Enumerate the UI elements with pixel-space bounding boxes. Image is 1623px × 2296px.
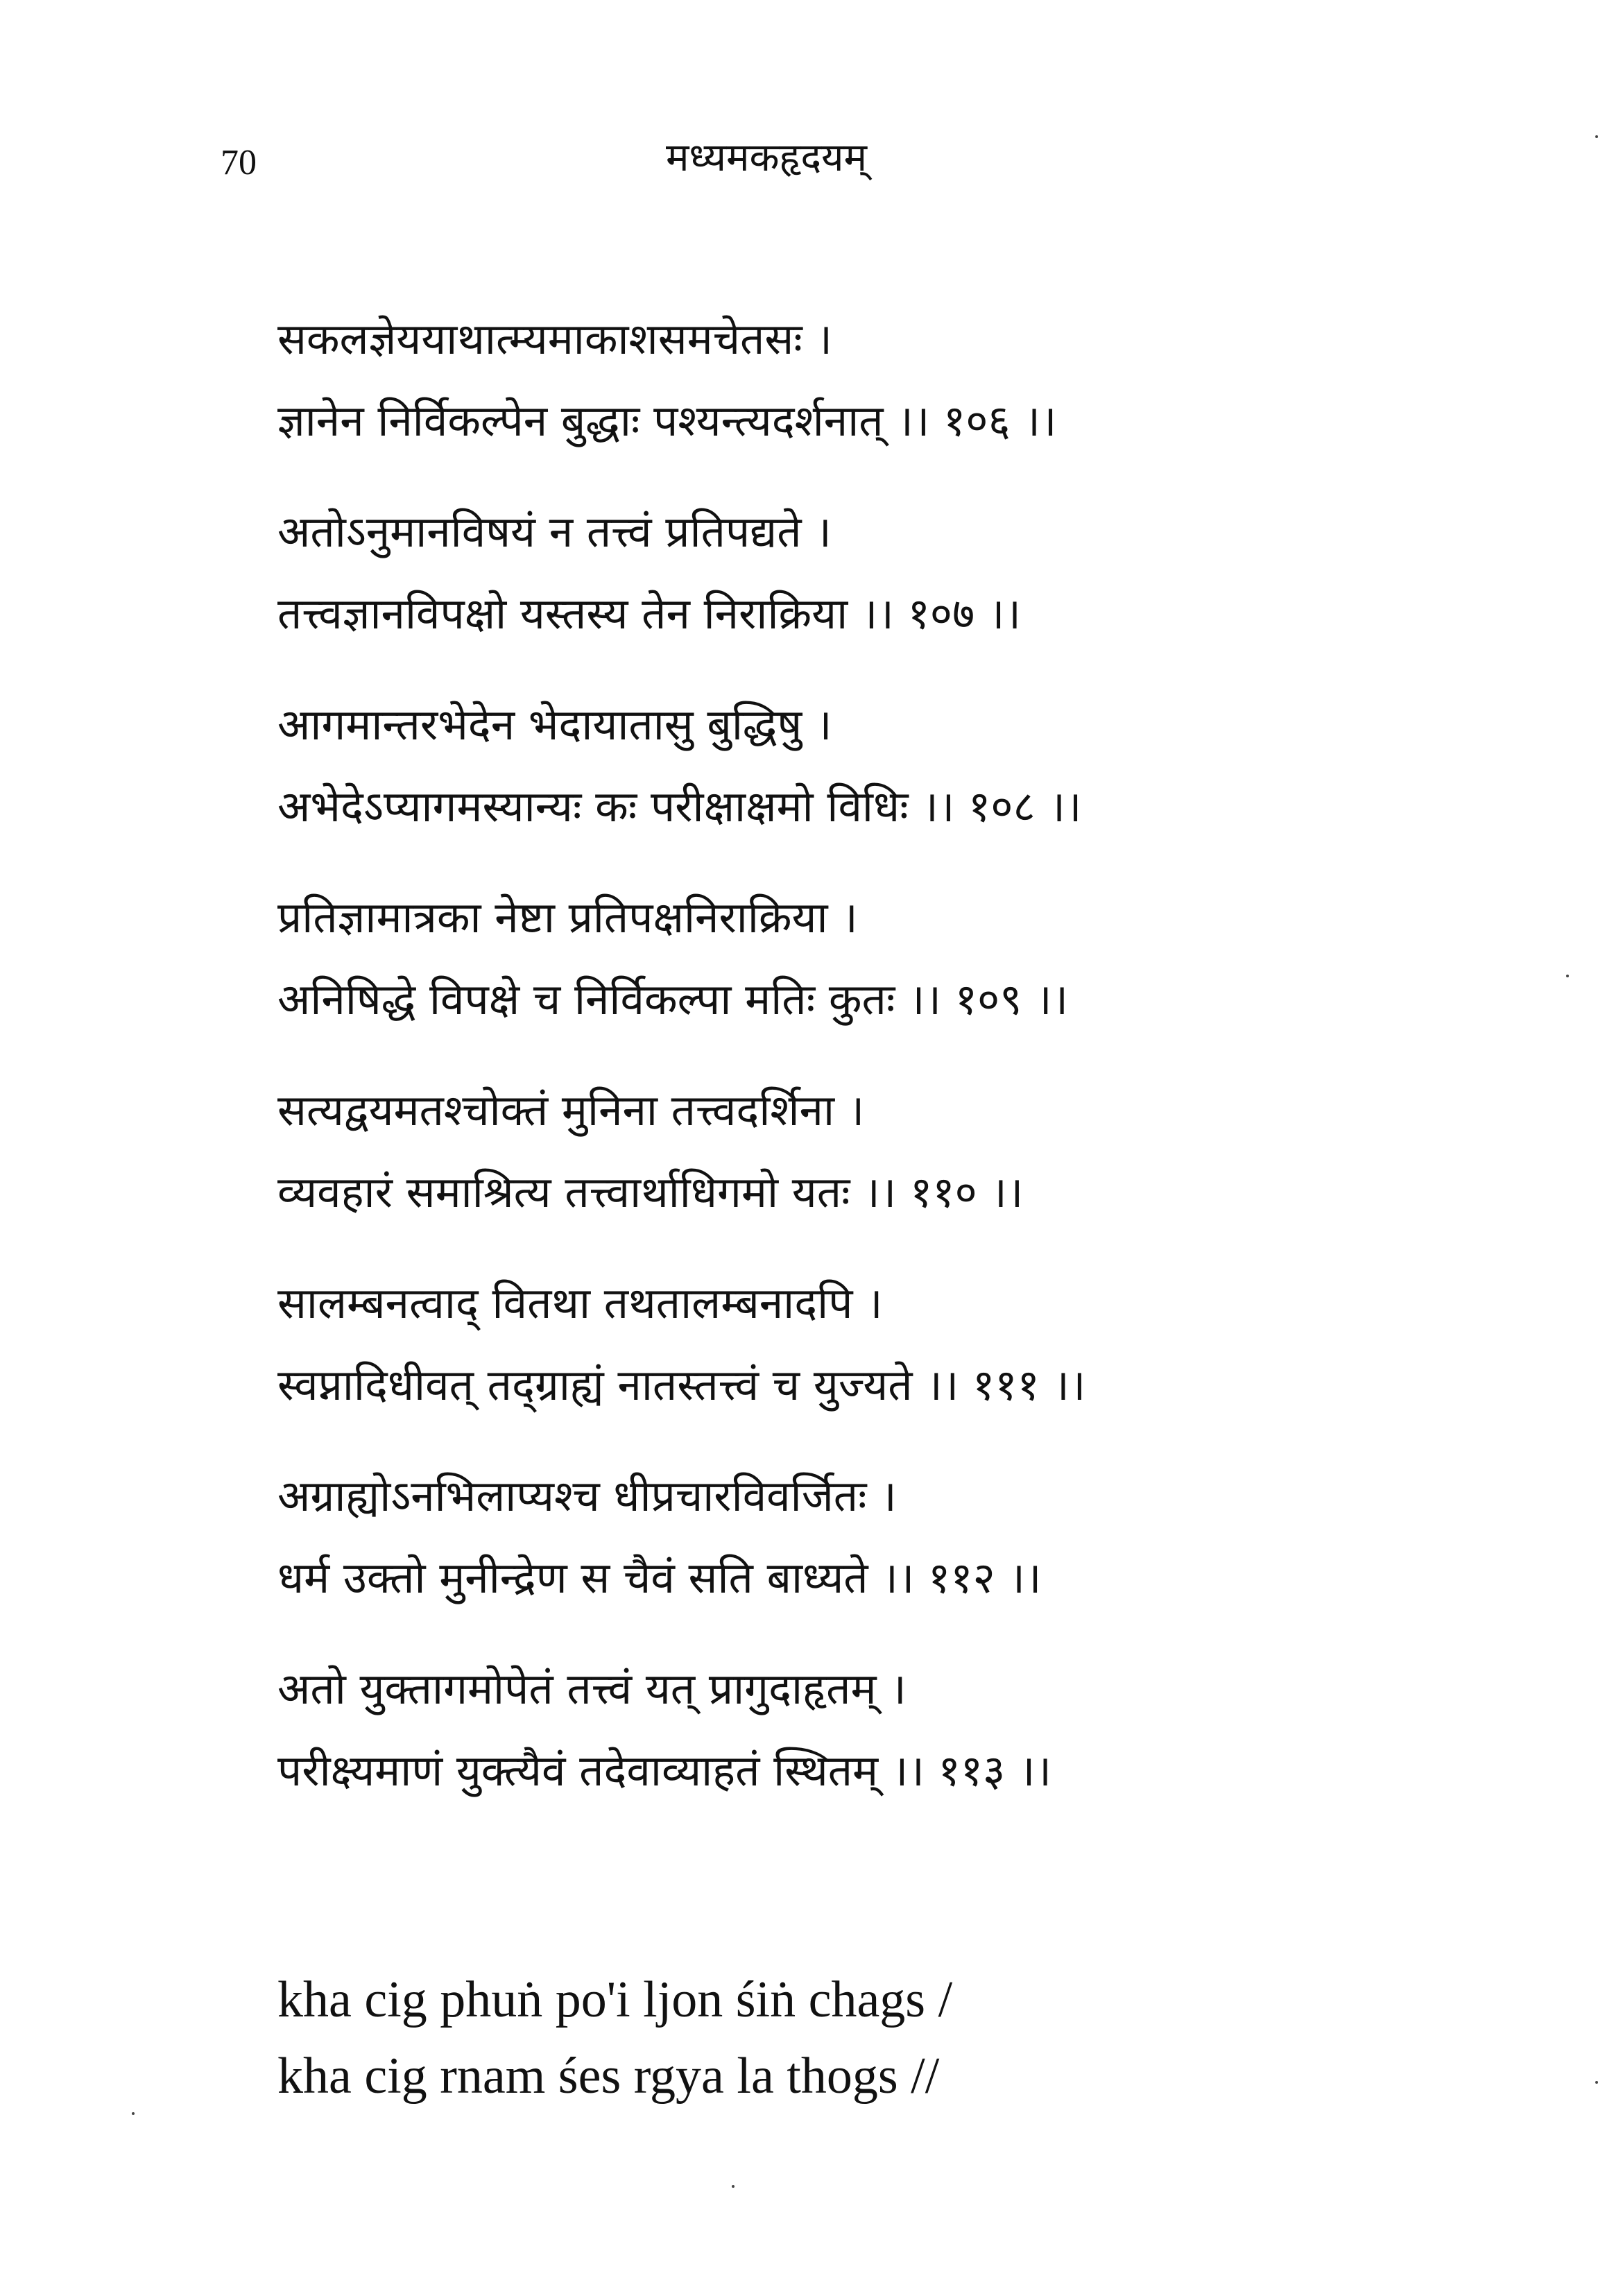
verse-line: आगमान्तरभेदेन भेदायातासु बुद्धिषु । <box>277 699 832 750</box>
verse-line: सालम्बनत्वाद् वितथा तथतालम्बनादपि । <box>277 1278 883 1328</box>
verse-line: अतो युक्तागमोपेतं तत्त्वं यत् प्रागुदाहृतम् । <box>277 1663 907 1714</box>
tibetan-transliteration <box>277 1962 1526 2114</box>
verse-line: प्रतिज्ञामात्रका नेष्टा प्रतिपक्षनिराक्रिया । <box>277 892 858 943</box>
verse-line: सत्यद्वयमतश्चोक्तं मुनिना तत्त्वदर्शिना । <box>277 1085 865 1136</box>
verse-line: अनिषिद्धे विपक्षे च निर्विकल्पा मतिः कुतः ।। १०९ ।। <box>277 974 1069 1025</box>
scan-speck <box>732 2185 735 2188</box>
verse-line: व्यवहारं समाश्रित्य तत्त्वार्थाधिगमो यतः ।। ११० ।। <box>277 1167 1024 1217</box>
verse-line: अभेदेऽप्यागमस्यान्यः कः परीक्षाक्षमो विधिः ।। १०८ ।। <box>277 781 1082 832</box>
scan-speck <box>1566 975 1569 977</box>
verse-108 <box>277 684 1595 848</box>
verse-list <box>277 298 1595 1841</box>
scan-speck <box>1595 135 1598 138</box>
verse-112 <box>277 1455 1595 1619</box>
scan-speck <box>132 2112 135 2115</box>
page-number: 70 <box>221 143 257 182</box>
verse-line: तत्त्वज्ञानविपक्षो यस्तस्य तेन निराक्रिया ।। १०७ ।। <box>277 588 1021 639</box>
verse-110 <box>277 1070 1595 1233</box>
running-title: मध्यमकहृदयम् <box>666 135 868 180</box>
verse-109 <box>277 877 1595 1040</box>
verse-line: ज्ञानेन निर्विकल्पेन बुद्धाः पश्यन्त्यदर्शनात् ।। १०६ ।। <box>277 395 1057 446</box>
verse-line: धर्म उक्तो मुनीन्द्रेण स चैवं सति बाध्यते ।। ११२ ।। <box>277 1552 1042 1603</box>
verse-line: परीक्ष्यमाणं युक्त्यैवं तदेवाव्याहतं स्थितम् ।। ११३ ।। <box>277 1745 1051 1796</box>
tibetan-line: kha cig phuṅ po'i ljon śiṅ chags / <box>277 1971 953 2028</box>
verse-line: सकलज्ञेययाथात्म्यमाकाशसमचेतसः । <box>277 314 833 364</box>
verse-111 <box>277 1262 1595 1426</box>
scan-speck <box>1595 2081 1598 2084</box>
verse-line: अग्राह्योऽनभिलाप्यश्च धीप्रचारविवर्जितः । <box>277 1471 897 1521</box>
verse-line: अतोऽनुमानविषयं न तत्त्वं प्रतिपद्यते । <box>277 506 832 557</box>
verse-113 <box>277 1648 1595 1812</box>
verse-106 <box>277 298 1595 462</box>
tibetan-line: kha cig rnam śes rgya la thogs // <box>277 2048 940 2105</box>
verse-line: स्वप्नादिधीवत् तद्ग्राह्यं नातस्तत्त्वं च युज्यते ।। १११ ।। <box>277 1360 1086 1410</box>
verse-107 <box>277 491 1595 655</box>
